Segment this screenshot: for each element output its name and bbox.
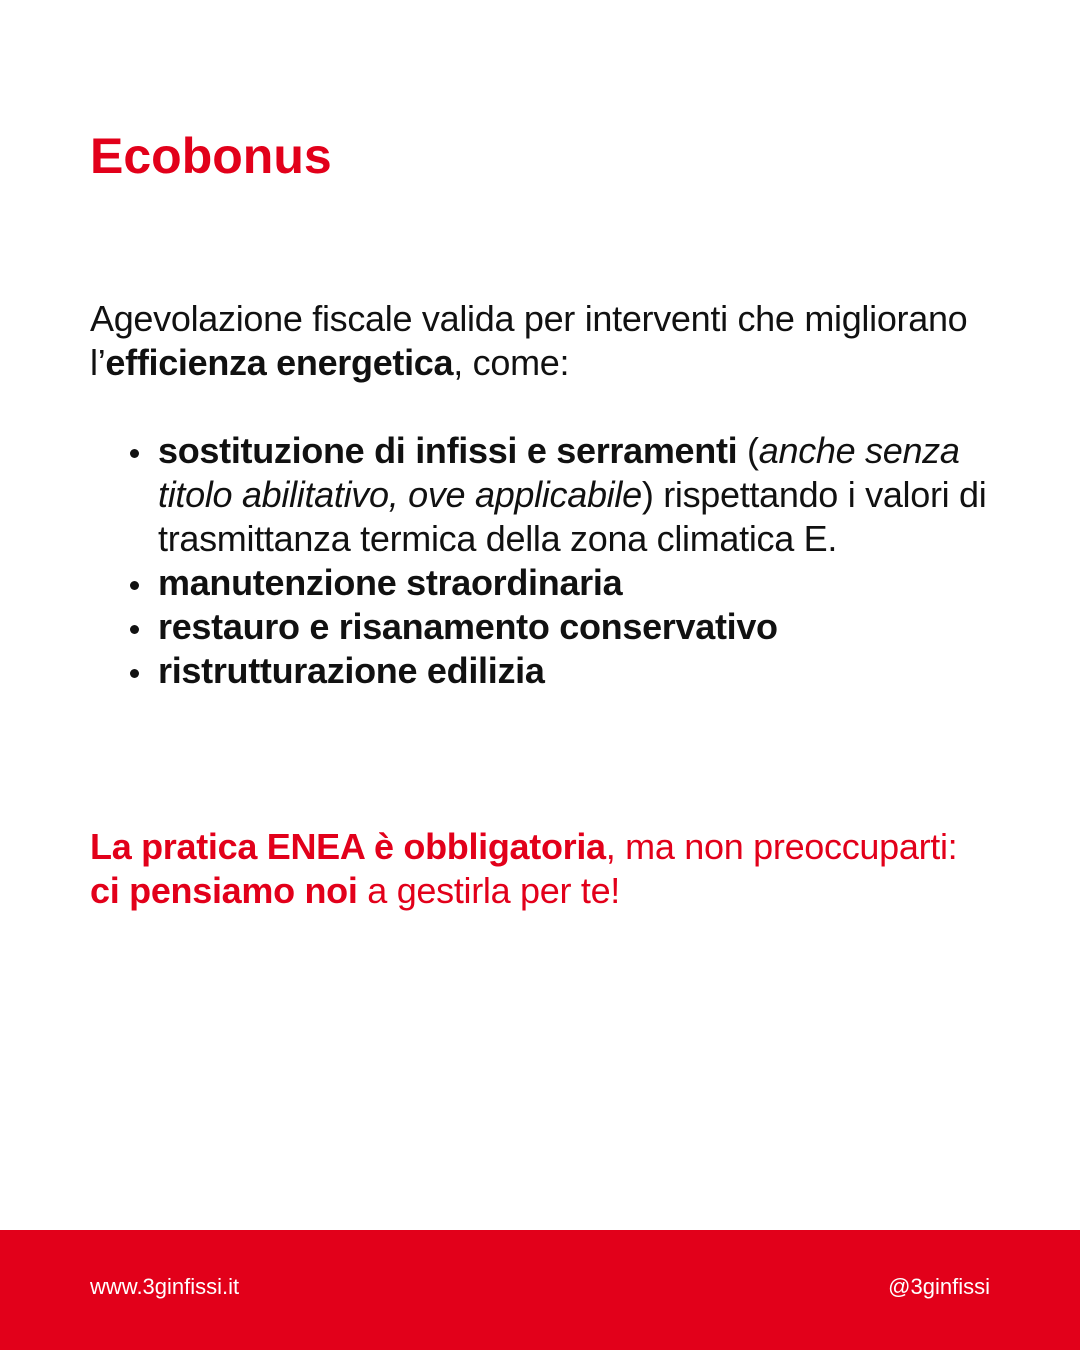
enea-note [90, 825, 990, 913]
enea-note-text-end: a gestirla per te! [357, 870, 620, 911]
list-item-detail: ) rispettando i valori di trasmittanza termica della zona climatica E. [158, 474, 987, 559]
enea-note-emphasis: La pratica ENEA è obbligatoria [90, 826, 606, 867]
list-item-title: sostituzione di infissi e serramenti [158, 430, 738, 471]
list-item-paren-open: ( [737, 430, 759, 471]
list-item-title: ristrutturazione edilizia [158, 650, 545, 691]
page-title: Ecobonus [90, 128, 332, 184]
intro-emphasis: efficienza energetica [105, 342, 454, 383]
interventions-list [90, 429, 990, 693]
list-item [90, 429, 990, 561]
enea-note-emphasis-2: ci pensiamo noi [90, 870, 358, 911]
intro-paragraph [90, 297, 990, 385]
list-item [90, 605, 990, 649]
enea-note-text: , ma non preoccuparti: [605, 826, 958, 867]
footer-bar [0, 1230, 1080, 1350]
website-link[interactable]: www.3ginfissi.it [90, 1274, 240, 1299]
list-item-title: restauro e risanamento conservativo [158, 606, 778, 647]
list-item [90, 649, 990, 693]
intro-text-end: , come: [453, 342, 570, 383]
list-item-note: anche senza titolo abilitativo, ove applicabile [158, 430, 960, 515]
intro-text-start: Agevolazione fiscale valida per interventi che migliorano l’ [90, 298, 968, 383]
list-item-title: manutenzione straordinaria [158, 562, 623, 603]
list-item [90, 561, 990, 605]
social-handle[interactable]: @3ginfissi [888, 1274, 990, 1299]
